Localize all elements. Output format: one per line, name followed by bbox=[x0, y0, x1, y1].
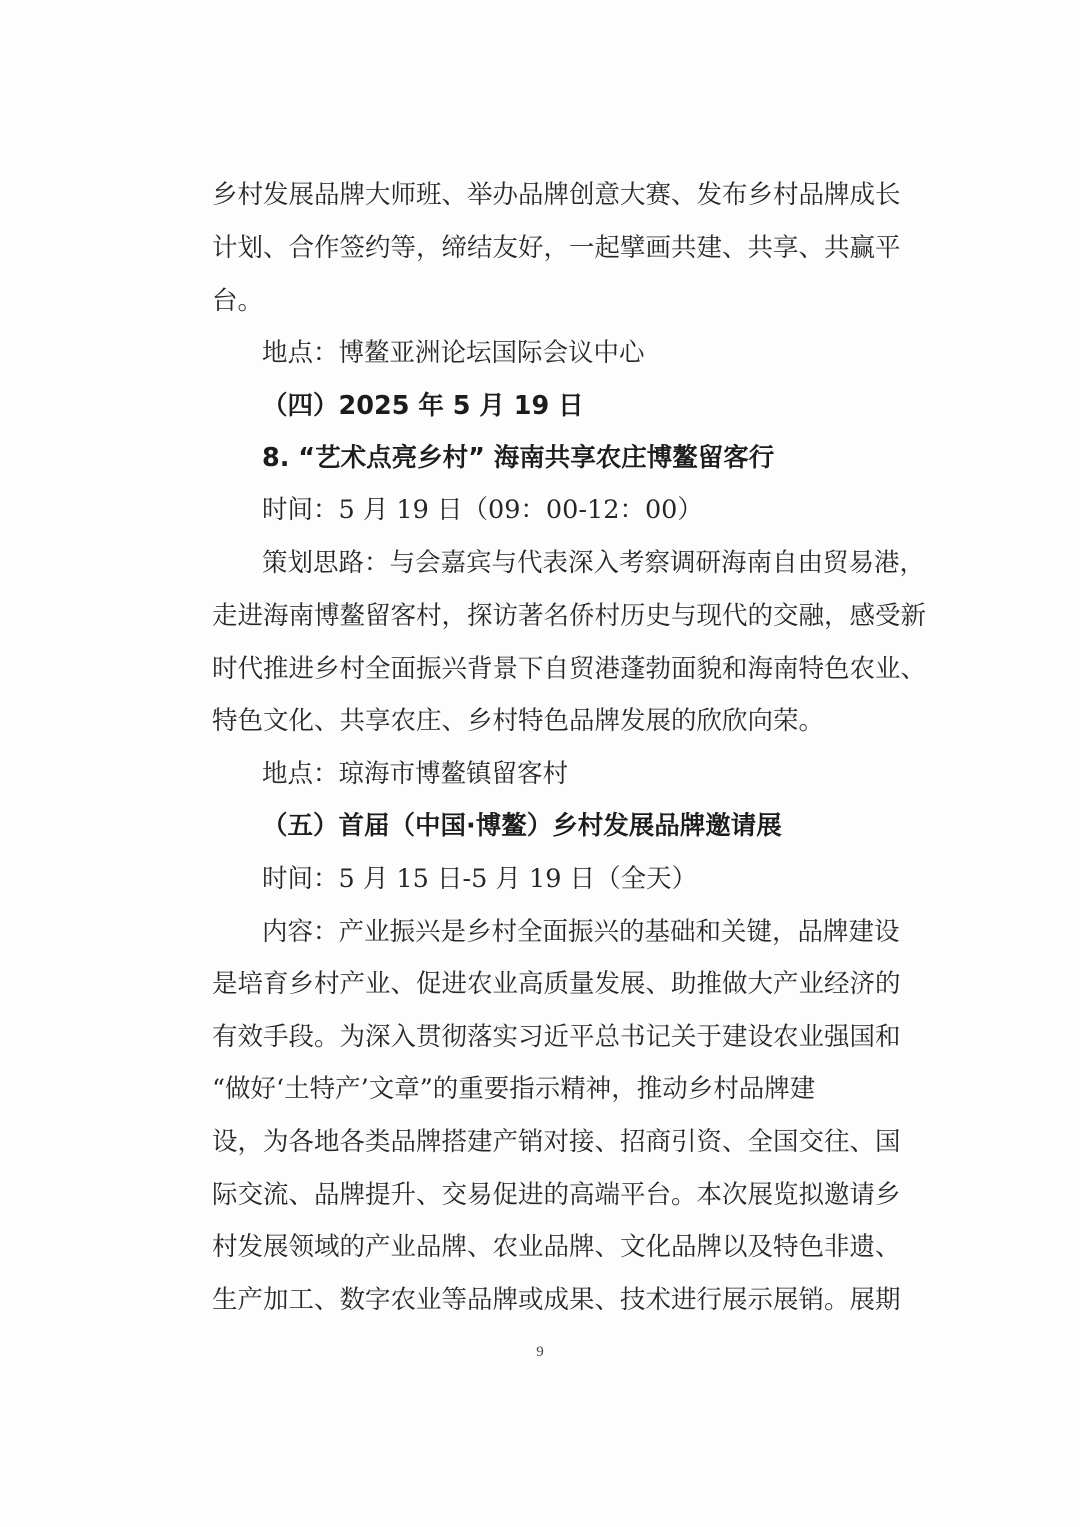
body-text-line: 乡村发展品牌大师班、举办品牌创意大赛、发布乡村品牌成长 bbox=[212, 180, 901, 210]
event-heading: 8. “艺术点亮乡村” 海南共享农庄博鳌留客行 bbox=[262, 443, 775, 473]
body-text-line: 策划思路：与会嘉宾与代表深入考察调研海南自由贸易港， bbox=[262, 548, 926, 578]
body-text-line: 计划、合作签约等，缔结友好，一起擘画共建、共享、共赢平 bbox=[212, 233, 901, 263]
section-heading-five: （五）首届（中国·博鳌）乡村发展品牌邀请展 bbox=[262, 811, 782, 841]
body-text-line: 内容：产业振兴是乡村全面振兴的基础和关键，品牌建设 bbox=[262, 917, 900, 947]
body-text-line: 是培育乡村产业、促进农业高质量发展、助推做大产业经济的 bbox=[212, 969, 901, 999]
body-text-line: 走进海南博鳌留客村，探访著名侨村历史与现代的交融，感受新 bbox=[212, 601, 927, 631]
body-text-line: “做好‘土特产’文章”的重要指示精神，推动乡村品牌建 bbox=[212, 1074, 816, 1104]
location-line: 地点：琼海市博鳌镇留客村 bbox=[262, 759, 569, 789]
body-text-line: 村发展领域的产业品牌、农业品牌、文化品牌以及特色非遗、 bbox=[212, 1232, 901, 1262]
time-line: 时间：5 月 19 日（09：00-12：00） bbox=[262, 495, 703, 525]
body-text-line: 际交流、品牌提升、交易促进的高端平台。本次展览拟邀请乡 bbox=[212, 1180, 901, 1210]
page-number: 9 bbox=[536, 1344, 544, 1360]
location-line: 地点：博鳌亚洲论坛国际会议中心 bbox=[262, 338, 645, 368]
body-text-line: 时代推进乡村全面振兴背景下自贸港蓬勃面貌和海南特色农业、 bbox=[212, 654, 927, 684]
body-text-line: 特色文化、共享农庄、乡村特色品牌发展的欣欣向荣。 bbox=[212, 706, 825, 736]
body-text-line: 台。 bbox=[212, 286, 264, 316]
body-text-line: 设，为各地各类品牌搭建产销对接、招商引资、全国交往、国 bbox=[212, 1127, 901, 1157]
body-text-line: 生产加工、数字农业等品牌或成果、技术进行展示展销。展期 bbox=[212, 1285, 901, 1315]
time-line: 时间：5 月 15 日-5 月 19 日（全天） bbox=[262, 864, 698, 894]
section-heading-four: （四）2025 年 5 月 19 日 bbox=[262, 391, 584, 421]
body-text-line: 有效手段。为深入贯彻落实习近平总书记关于建设农业强国和 bbox=[212, 1022, 901, 1052]
